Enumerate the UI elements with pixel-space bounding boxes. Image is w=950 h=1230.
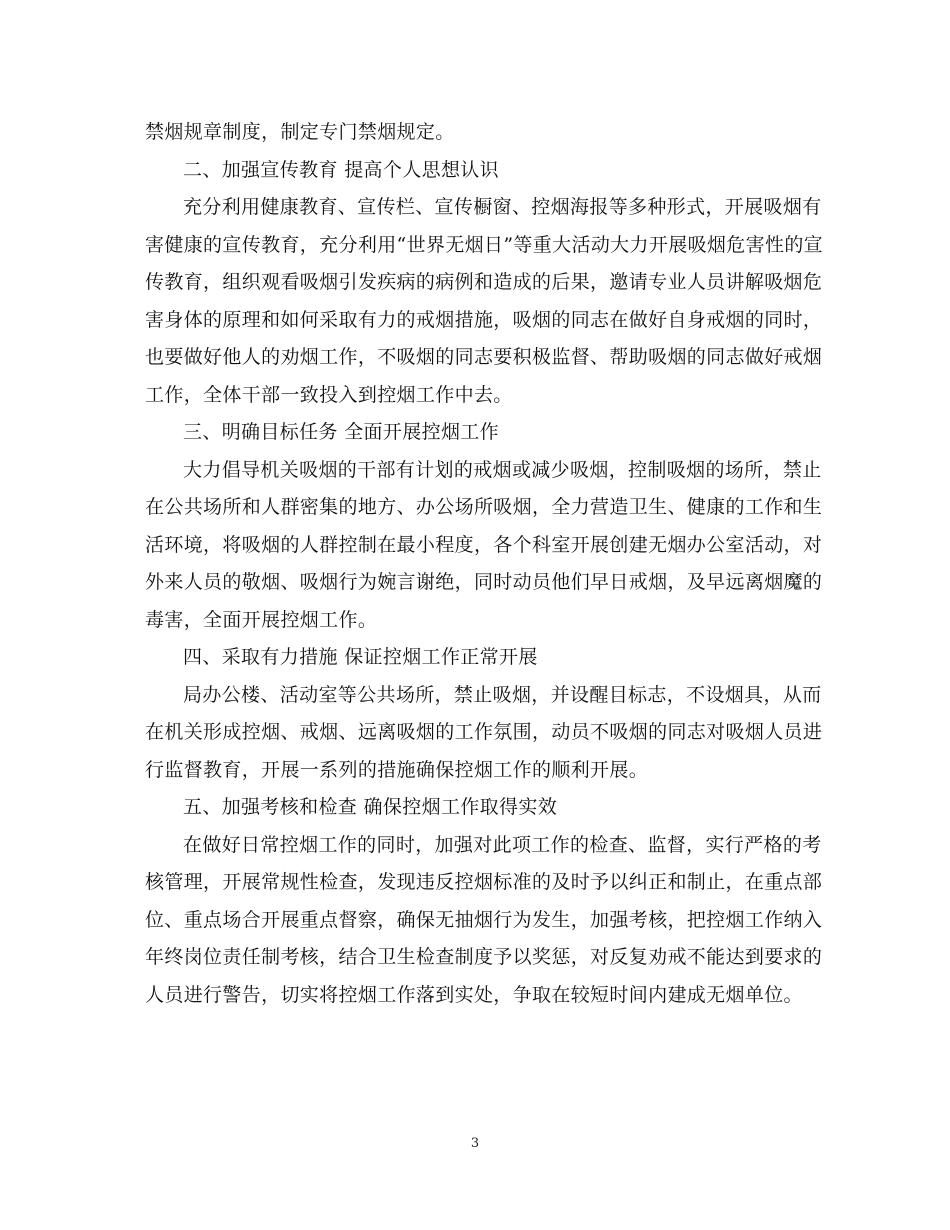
text-line-13: 外来人员的敬烟、吸烟行为婉言谢绝，同时动员他们早日戒烟，及早远离烟魔的 (145, 571, 823, 593)
text-line-12: 活环境，将吸烟的人群控制在最小程度，各个科室开展创建无烟办公室活动，对 (145, 533, 823, 556)
text-line-4: 害健康的宣传教育，充分利用“世界无烟日”等重大活动大力开展吸烟危害性的宣 (145, 233, 824, 256)
text-line-16: 局办公楼、活动室等公共场所，禁止吸烟，并设醒目标志，不设烟具，从而 (183, 683, 822, 706)
section-heading-2: 二、加强宣传教育 提高个人思想认识 (183, 158, 499, 181)
text-line-1: 禁烟规章制度，制定专门禁烟规定。 (145, 121, 455, 143)
text-line-23: 年终岗位责任制考核，结合卫生检查制度予以奖惩，对反复劝戒不能达到要求的 (145, 946, 823, 968)
text-line-11: 在公共场所和人群密集的地方、办公场所吸烟，全力营造卫生、健康的工作和生 (145, 496, 823, 518)
text-line-21: 核管理，开展常规性检查，发现违反控烟标准的及时予以纠正和制止，在重点部 (145, 871, 823, 893)
text-line-5: 传教育，组织观看吸烟引发疾病的病例和造成的后果，邀请专业人员讲解吸烟危 (145, 271, 823, 293)
page-number: 3 (470, 1136, 480, 1151)
section-heading-3: 三、明确目标任务 全面开展控烟工作 (183, 421, 499, 443)
text-line-17: 在机关形成控烟、戒烟、远离吸烟的工作氛围，动员不吸烟的同志对吸烟人员进 (145, 721, 823, 743)
text-line-7: 也要做好他人的劝烟工作，不吸烟的同志要积极监督、帮助吸烟的同志做好戒烟 (145, 346, 823, 368)
text-line-24: 人员进行警告，切实将控烟工作落到实处，争取在较短时间内建成无烟单位。 (145, 983, 803, 1006)
text-line-8: 工作，全体干部一致投入到控烟工作中去。 (145, 383, 513, 406)
text-line-3: 充分利用健康教育、宣传栏、宣传橱窗、控烟海报等多种形式，开展吸烟有 (183, 196, 822, 218)
text-line-20: 在做好日常控烟工作的同时，加强对此项工作的检查、监督，实行严格的考 (183, 833, 822, 856)
text-line-14: 毒害，全面开展控烟工作。 (145, 608, 378, 631)
section-heading-5: 五、加强考核和检查 确保控烟工作取得实效 (183, 796, 558, 818)
text-line-6: 害身体的原理和如何采取有力的戒烟措施，吸烟的同志在做好自身戒烟的同时， (145, 308, 823, 331)
text-line-18: 行监督教育，开展一系列的措施确保控烟工作的顺利开展。 (145, 758, 649, 781)
text-line-10: 大力倡导机关吸烟的干部有计划的戒烟或减少吸烟，控制吸烟的场所，禁止 (183, 458, 822, 481)
section-heading-4: 四、采取有力措施 保证控烟工作正常开展 (183, 646, 538, 668)
text-line-22: 位、重点场合开展重点督察，确保无抽烟行为发生，加强考核，把控烟工作纳入 (145, 908, 823, 931)
document-body (145, 114, 824, 1014)
